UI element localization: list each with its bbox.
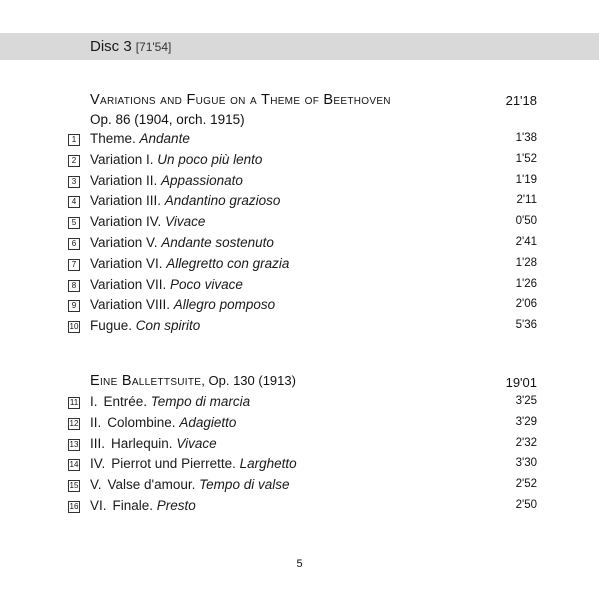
track-title-text: Variation II. xyxy=(90,172,162,188)
track-row xyxy=(0,456,599,476)
track-row xyxy=(0,415,599,435)
page-number: 5 xyxy=(296,558,303,570)
track-title xyxy=(90,297,275,312)
track-duration: 2'06 xyxy=(515,298,537,311)
track-movement-numeral: VI. xyxy=(90,498,107,513)
track-row xyxy=(0,394,599,414)
track-duration: 1'38 xyxy=(515,132,537,144)
track-title-text: Variation VI. xyxy=(90,255,167,271)
track-movement-numeral: III. xyxy=(90,435,106,451)
work-title-text: Variations and Fugue on a Theme of Beethoven xyxy=(90,92,391,108)
track-title xyxy=(90,235,274,250)
track-title-text: Theme. xyxy=(90,131,140,146)
track-number-box: 6 xyxy=(68,238,80,250)
track-title xyxy=(90,456,297,471)
track-duration: 1'28 xyxy=(515,256,537,269)
track-title xyxy=(90,318,200,333)
track-row xyxy=(0,436,599,456)
track-row xyxy=(0,256,599,276)
track-number-box: 5 xyxy=(68,217,80,229)
track-row xyxy=(0,152,599,172)
track-tempo: Andantino grazioso xyxy=(164,193,281,209)
track-title xyxy=(90,498,196,513)
track-tempo: Tempo di valse xyxy=(199,477,290,493)
track-number-box: 7 xyxy=(68,259,80,271)
track-title xyxy=(90,277,243,292)
track-title-text: Variation V. xyxy=(90,235,162,250)
track-title-text: Variation I. xyxy=(90,151,158,167)
track-row xyxy=(0,318,599,338)
track-duration: 2'11 xyxy=(516,194,537,207)
disc-title xyxy=(90,38,171,55)
work-title xyxy=(90,373,296,389)
track-number-box: 15 xyxy=(69,481,79,491)
track-row xyxy=(0,193,599,213)
track-number-box: 11 xyxy=(69,398,79,407)
track-title xyxy=(90,256,289,271)
track-number-box: 16 xyxy=(69,502,79,511)
track-duration: 3'30 xyxy=(515,457,537,470)
track-duration: 5'36 xyxy=(515,319,537,332)
track-duration: 2'32 xyxy=(515,436,537,449)
work-opus: Op. 86 (1904, orch. 1915) xyxy=(90,112,245,127)
track-tempo: Tempo di marcia xyxy=(150,394,251,409)
track-tempo: Appassionato xyxy=(161,172,243,188)
track-duration: 2'50 xyxy=(515,499,537,511)
track-row xyxy=(0,498,599,518)
track-title xyxy=(90,152,262,167)
track-duration: 1'19 xyxy=(515,173,537,186)
track-title xyxy=(90,436,217,451)
track-number-box: 4 xyxy=(68,196,80,208)
work-title-suffix: , Op. 130 (1913) xyxy=(201,373,296,388)
track-number-box: 8 xyxy=(68,280,80,292)
track-title xyxy=(90,214,205,229)
track-tempo: Vivace xyxy=(165,214,206,230)
track-number-box: 12 xyxy=(69,418,79,428)
work-title-text: Eine Ballettsuite xyxy=(90,373,202,389)
track-number-box: 2 xyxy=(68,155,80,167)
track-tempo: Presto xyxy=(156,498,196,513)
track-duration: 2'41 xyxy=(515,236,537,248)
track-title xyxy=(90,173,243,188)
track-tempo: Allegro pomposo xyxy=(173,297,276,313)
track-title xyxy=(90,477,289,492)
disc-label: Disc 3 xyxy=(90,38,132,55)
track-row xyxy=(0,235,599,255)
track-row xyxy=(0,214,599,234)
work-title xyxy=(90,92,391,108)
track-tempo: Adagietto xyxy=(179,414,237,430)
track-title-text: Variation VII. xyxy=(90,276,171,292)
track-tempo: Con spirito xyxy=(135,318,201,334)
work-duration: 19'01 xyxy=(505,375,537,390)
track-tempo: Andante xyxy=(139,131,190,146)
track-row xyxy=(0,173,599,193)
track-title xyxy=(90,415,236,430)
track-title xyxy=(90,193,280,208)
track-number-box: 3 xyxy=(68,176,80,188)
track-tempo: Allegretto con grazia xyxy=(166,255,290,271)
track-movement-numeral: I. xyxy=(90,394,98,409)
track-tempo: Andante sostenuto xyxy=(161,235,274,250)
track-row xyxy=(0,277,599,297)
track-duration: 1'52 xyxy=(515,152,537,165)
track-tempo: Vivace xyxy=(176,435,217,451)
track-title-text: Colombine. xyxy=(107,414,180,430)
track-title-text: Variation IV. xyxy=(90,214,166,230)
track-movement-numeral: IV. xyxy=(90,456,106,472)
track-movement-numeral: V. xyxy=(90,477,102,493)
disc-duration: [71'54] xyxy=(135,40,172,54)
track-title-text: Finale. xyxy=(112,498,157,513)
track-title-text: Fugue. xyxy=(90,318,136,334)
track-title xyxy=(90,394,250,409)
track-title-text: Entrée. xyxy=(103,394,151,409)
track-duration: 0'50 xyxy=(515,215,537,228)
track-title-text: Variation VIII. xyxy=(90,297,174,313)
track-duration: 3'25 xyxy=(515,395,537,407)
track-number-box: 14 xyxy=(69,460,79,470)
track-title-text: Valse d'amour. xyxy=(107,477,200,493)
track-tempo: Un poco più lento xyxy=(157,151,263,167)
track-number-box: 13 xyxy=(69,439,79,449)
track-row xyxy=(0,297,599,317)
track-row xyxy=(0,131,599,151)
track-row xyxy=(0,477,599,497)
track-title-text: Variation III. xyxy=(90,193,165,209)
track-number-box: 10 xyxy=(69,322,79,332)
track-duration: 3'29 xyxy=(515,415,537,428)
work-duration: 21'18 xyxy=(505,93,537,108)
track-number-box: 1 xyxy=(68,134,80,146)
track-tempo: Poco vivace xyxy=(170,276,243,292)
track-title-text: Harlequin. xyxy=(111,435,177,451)
track-title-text: Pierrot und Pierrette. xyxy=(111,456,240,472)
track-duration: 1'26 xyxy=(515,277,537,290)
track-title xyxy=(90,131,190,146)
track-tempo: Larghetto xyxy=(239,456,297,472)
track-movement-numeral: II. xyxy=(90,414,102,430)
track-duration: 2'52 xyxy=(515,478,537,491)
track-number-box: 9 xyxy=(68,300,80,312)
